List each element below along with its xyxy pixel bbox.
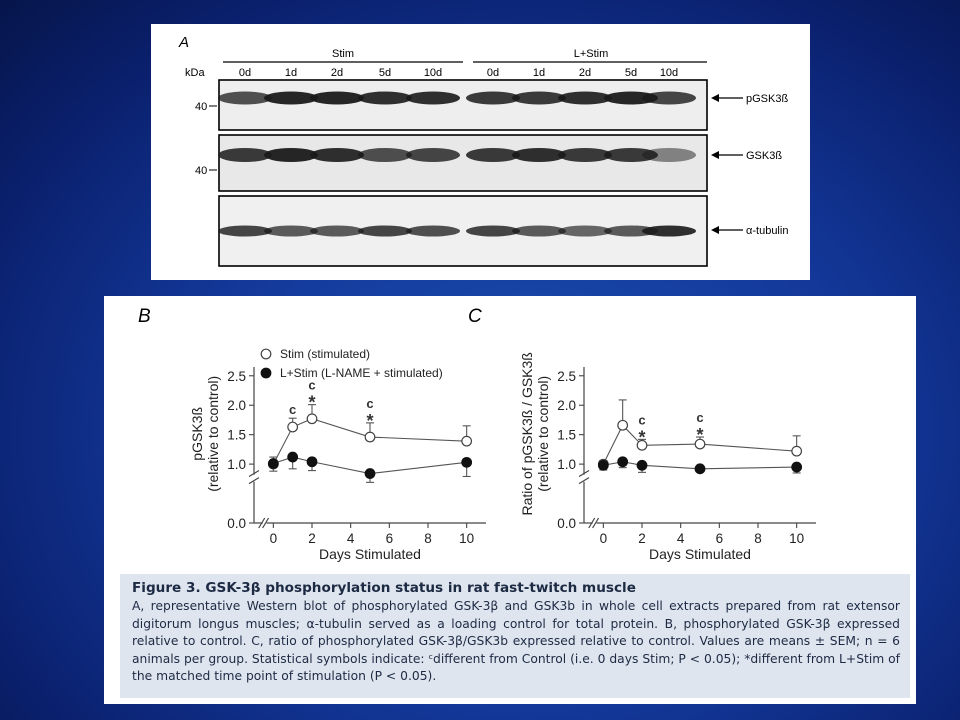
charts-figure bbox=[104, 296, 916, 576]
blot-box-pgsk3b bbox=[219, 80, 707, 130]
y-tick-label: 1.0 bbox=[557, 457, 576, 473]
x-axis-title: Days Stimulated bbox=[319, 546, 421, 562]
x-tick-label: 4 bbox=[676, 531, 685, 546]
x-tick-label: 6 bbox=[385, 531, 394, 546]
data-point-filled bbox=[462, 458, 472, 468]
band-gsk3b bbox=[466, 148, 520, 162]
data-point-open bbox=[365, 432, 375, 442]
band-tubulin bbox=[218, 226, 272, 237]
marker-40-pgsk3b: 40 bbox=[195, 101, 208, 113]
y-tick-label: 1.0 bbox=[227, 457, 246, 473]
lane-label: 0d bbox=[238, 67, 252, 79]
legend-entry: Stim (stimulated) bbox=[280, 347, 371, 361]
western-blot-panel bbox=[151, 24, 810, 280]
y-tick-label: 0.0 bbox=[227, 516, 246, 531]
caption-title: Figure 3. GSK-3β phosphorylation status in rat fast-twitch muscle bbox=[132, 580, 636, 596]
lane-label: 1d bbox=[284, 67, 298, 79]
band-gsk3b bbox=[558, 148, 612, 162]
significance-star: * bbox=[638, 427, 646, 448]
band-pgsk3b bbox=[310, 92, 364, 105]
y-axis-subtitle: (relative to control) bbox=[535, 375, 551, 492]
y-tick-label: 2.5 bbox=[227, 368, 246, 384]
band-gsk3b bbox=[358, 148, 412, 162]
graphs-panel bbox=[104, 296, 916, 704]
band-label-gsk3b: GSK3ß bbox=[746, 150, 783, 162]
x-axis-title: Days Stimulated bbox=[649, 546, 751, 562]
band-tubulin bbox=[466, 226, 520, 237]
band-pgsk3b bbox=[512, 92, 566, 105]
y-tick-label: 2.0 bbox=[227, 398, 246, 414]
data-point-filled bbox=[365, 469, 375, 479]
lane-label: 10d bbox=[423, 67, 443, 79]
x-tick-label: 10 bbox=[459, 531, 475, 546]
band-gsk3b bbox=[642, 148, 696, 162]
blot-box-gsk3b bbox=[219, 135, 707, 191]
data-point-filled bbox=[269, 459, 279, 469]
lane-label: 10d bbox=[659, 67, 679, 79]
data-point-filled bbox=[618, 457, 628, 467]
lane-label: 1d bbox=[532, 67, 546, 79]
x-tick-label: 0 bbox=[599, 531, 608, 546]
data-point-filled bbox=[695, 464, 705, 474]
band-pgsk3b bbox=[558, 92, 612, 105]
significance-star: * bbox=[308, 392, 316, 413]
band-pgsk3b bbox=[642, 92, 696, 105]
band-tubulin bbox=[310, 226, 364, 237]
significance-star: * bbox=[366, 410, 374, 431]
x-tick-label: 8 bbox=[424, 531, 432, 546]
significance-c: c bbox=[289, 402, 297, 418]
lane-label: 2d bbox=[578, 67, 592, 79]
y-tick-label: 0.0 bbox=[557, 516, 576, 531]
band-label-pgsk3b: pGSK3ß bbox=[746, 93, 789, 105]
western-blot-figure bbox=[151, 24, 810, 280]
x-tick-label: 6 bbox=[715, 531, 724, 546]
data-point-filled bbox=[637, 460, 647, 470]
data-point-filled bbox=[599, 460, 609, 470]
data-point-open bbox=[288, 422, 298, 432]
legend-entry: L+Stim (L-NAME + stimulated) bbox=[280, 366, 443, 380]
band-label-tubulin: α-tubulin bbox=[746, 225, 789, 237]
significance-star: * bbox=[696, 425, 704, 446]
chart-panel-label: B bbox=[138, 306, 151, 327]
chart-panel-label: C bbox=[468, 306, 482, 327]
data-point-filled bbox=[792, 462, 802, 472]
band-gsk3b bbox=[406, 148, 460, 162]
x-tick-label: 2 bbox=[308, 531, 316, 546]
significance-c: c bbox=[696, 410, 704, 426]
y-tick-label: 1.5 bbox=[557, 427, 576, 443]
legend-marker bbox=[261, 368, 271, 378]
lane-label: 0d bbox=[486, 67, 500, 79]
caption-body: A, representative Western blot of phosphorylated GSK-3β and GSK3b in whole cell extracts prepared from rat extensor digitorum longus muscles; α-tubulin served as a loading control for total protein. B, phosphorylated GSK-3β expressed relative to control. C, ratio of phosphorylated GSK-3β/GSK3b expressed relative to control. Values are means ± SEM; n = 6 animals per group. Statistical symbols indicate: ᶜdifferent from Control (i.e. 0 days Stim; P < 0.05); *different from L+Stim of the matched time point of stimulation (P < 0.05). bbox=[132, 599, 900, 684]
lane-label: 5d bbox=[378, 67, 392, 79]
band-tubulin bbox=[358, 226, 412, 237]
band-tubulin bbox=[512, 226, 566, 237]
y-axis-title: Ratio of pGSK3ß / GSK3ß bbox=[519, 352, 535, 516]
y-tick-label: 2.0 bbox=[557, 398, 576, 414]
band-gsk3b bbox=[264, 148, 318, 162]
group-label-stim: Stim bbox=[332, 48, 354, 60]
y-axis-subtitle: (relative to control) bbox=[205, 375, 221, 492]
band-pgsk3b bbox=[264, 92, 318, 105]
chart-b bbox=[138, 306, 486, 562]
data-point-filled bbox=[288, 452, 298, 462]
chart-c bbox=[468, 306, 816, 562]
band-tubulin bbox=[558, 226, 612, 237]
data-point-filled bbox=[307, 457, 317, 467]
data-point-open bbox=[307, 414, 317, 424]
lane-label: 2d bbox=[330, 67, 344, 79]
band-pgsk3b bbox=[466, 92, 520, 105]
band-pgsk3b bbox=[406, 92, 460, 105]
band-pgsk3b bbox=[218, 92, 272, 105]
band-tubulin bbox=[264, 226, 318, 237]
group-label-lstim: L+Stim bbox=[573, 48, 609, 60]
data-point-open bbox=[462, 436, 472, 446]
kda-label: kDa bbox=[185, 67, 205, 79]
legend-marker bbox=[261, 349, 271, 359]
x-tick-label: 8 bbox=[754, 531, 762, 546]
band-tubulin bbox=[642, 226, 696, 237]
data-point-open bbox=[792, 446, 802, 456]
significance-c: c bbox=[308, 377, 316, 393]
band-gsk3b bbox=[218, 148, 272, 162]
x-tick-label: 2 bbox=[638, 531, 646, 546]
marker-40-gsk3b: 40 bbox=[195, 165, 208, 177]
y-axis-title: pGSK3ß bbox=[189, 406, 205, 461]
significance-c: c bbox=[366, 395, 374, 411]
figure-caption bbox=[120, 574, 910, 698]
y-tick-label: 2.5 bbox=[557, 368, 576, 384]
panel-a-label: A bbox=[179, 34, 190, 51]
band-gsk3b bbox=[310, 148, 364, 162]
x-tick-label: 10 bbox=[789, 531, 805, 546]
significance-c: c bbox=[638, 412, 646, 428]
band-gsk3b bbox=[512, 148, 566, 162]
lane-label: 5d bbox=[624, 67, 638, 79]
x-tick-label: 4 bbox=[346, 531, 355, 546]
band-pgsk3b bbox=[358, 92, 412, 105]
x-tick-label: 0 bbox=[269, 531, 278, 546]
data-point-open bbox=[618, 420, 628, 430]
y-tick-label: 1.5 bbox=[227, 427, 246, 443]
band-tubulin bbox=[406, 226, 460, 237]
